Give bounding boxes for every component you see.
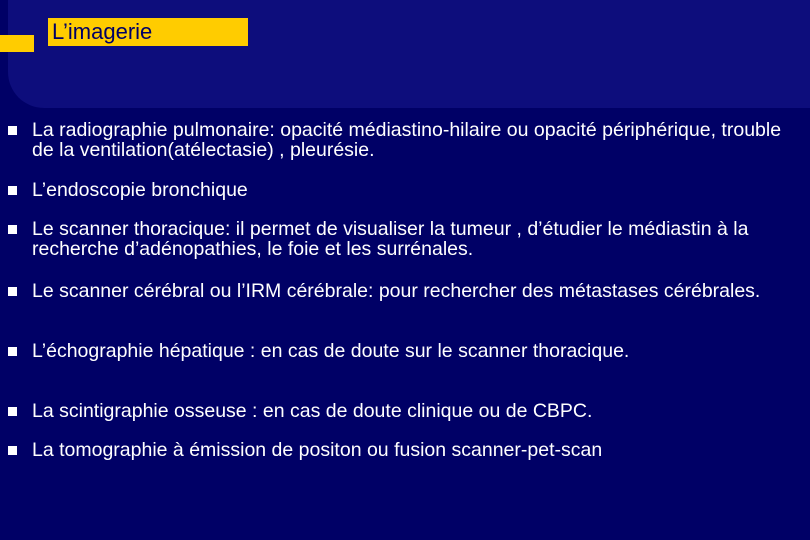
square-bullet-icon (8, 225, 17, 234)
bullet-text: La radiographie pulmonaire: opacité médiastino-hilaire ou opacité périphérique, trouble de la ventilation(atélectasie) , pleurésie. (32, 119, 782, 161)
bullet-item (8, 401, 806, 421)
square-bullet-icon (8, 287, 17, 296)
bullet-item (8, 120, 806, 160)
bullet-text: L’endoscopie bronchique (32, 179, 248, 201)
slide-title: L’imagerie (48, 18, 248, 46)
bullet-text: La tomographie à émission de positon ou fusion scanner-pet-scan (32, 439, 603, 461)
bullet-item (8, 219, 806, 259)
square-bullet-icon (8, 186, 17, 195)
bullet-item (8, 440, 806, 460)
bullet-item (8, 281, 806, 301)
bullet-text: Le scanner thoracique: il permet de visualiser la tumeur , d’étudier le médiastin à la recherche d’adénopathies, le foie et les surrénales. (32, 218, 749, 260)
bullet-text: L’échographie hépatique : en cas de doute sur le scanner thoracique. (32, 340, 630, 362)
bullet-item (8, 341, 806, 361)
bullet-text: Le scanner cérébral ou l’IRM cérébrale: pour rechercher des métastases cérébrales. (32, 280, 761, 302)
bullet-item (8, 180, 806, 200)
square-bullet-icon (8, 446, 17, 455)
square-bullet-icon (8, 347, 17, 356)
square-bullet-icon (8, 126, 17, 135)
square-bullet-icon (8, 407, 17, 416)
bullet-text: La scintigraphie osseuse : en cas de doute clinique ou de CBPC. (32, 400, 593, 422)
